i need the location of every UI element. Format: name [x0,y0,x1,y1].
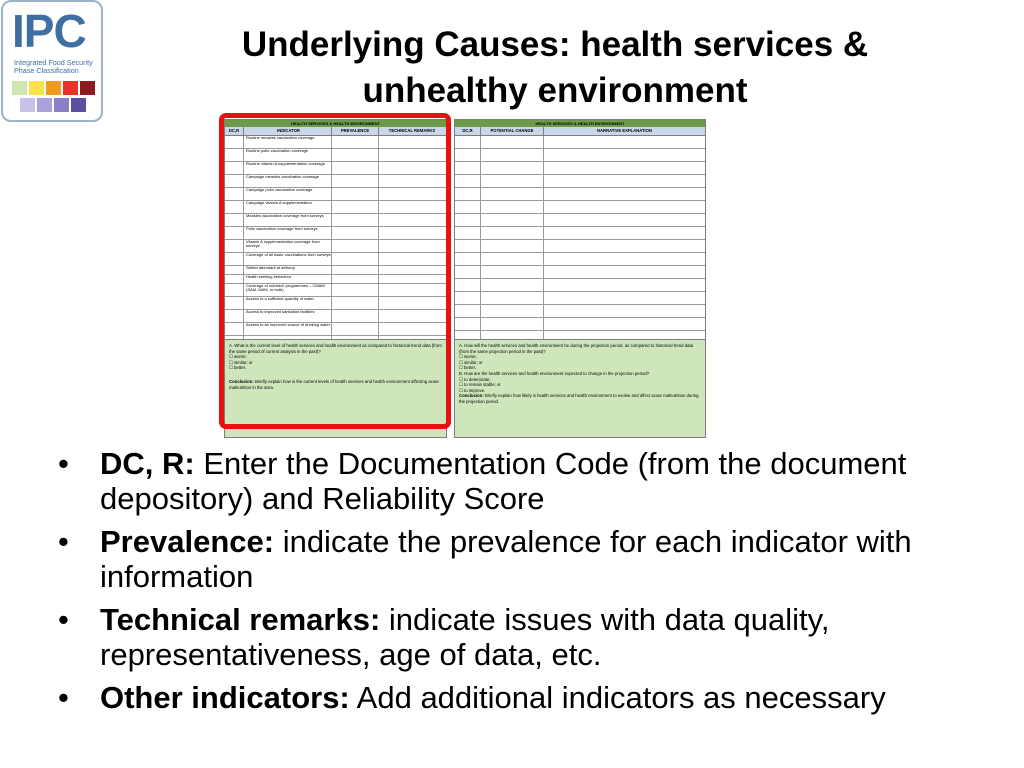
option: ☐ similar; or [459,359,483,365]
color-swatch [37,98,52,112]
question-b: B. How are the health services and health environment expected to change in the projection period? [459,370,650,376]
header-dcr: DC,R [225,127,244,135]
indicator-label: Coverage of outreach programmes – CMAM (SAM, MAM, or both) [244,284,332,296]
bullet-term: Other indicators: [100,680,350,715]
bullet-term: DC, R: [100,446,195,481]
option: ☐ similar; or [229,359,253,365]
bullet-item [56,446,986,516]
header-potential-change: POTENTIAL CHANGE [481,127,544,135]
indicator-label: Access to an improved source of drinking water [244,323,332,335]
color-swatch [12,81,27,95]
conclusion: Conclusion: Briefly explain how likely is health services and health environment to evolve and affect acute malnutrition during the projection period. [459,393,699,404]
conclusion: Conclusion: Briefly explain how is the current levels of health services and health environment affecting acute malnutrition in the area. [229,378,439,390]
empty-row [455,305,705,318]
bullet-term: Prevalence: [100,524,275,559]
bullet-text: Add additional indicators as necessary [356,680,886,715]
empty-row [455,188,705,201]
form-header-row [455,127,705,136]
indicator-label: Vitamin A supplementation coverage from surveys [244,240,332,252]
color-swatch [46,81,61,95]
option: ☐ better. [459,365,476,371]
empty-row [455,240,705,253]
indicator-label: Campaign measles vaccination coverage [244,175,332,187]
option: ☐ worse; [229,354,247,360]
header-dcr: DC,R [455,127,481,135]
color-swatch [80,81,95,95]
indicator-label: Skilled attendant at delivery [244,266,332,274]
bullet-text: indicate issues with data quality, representativeness, age of data, etc. [100,602,830,672]
logo-name: IPC [12,5,86,57]
option: ☐ to remain stable; or [459,382,501,388]
color-swatch [54,98,69,112]
projection-analysis-form [454,119,706,438]
logo-subtitle [14,59,102,75]
empty-row [455,318,705,331]
color-swatch [29,81,44,95]
logo-subtitle-line: Phase Classification [14,66,79,76]
bullet-item [56,602,986,672]
ipc-logo [1,0,103,122]
slide-title: Underlying Causes: health services & unhealthy environment [241,25,869,110]
empty-row [455,149,705,162]
bullet-item [56,680,986,715]
color-swatch [63,81,78,95]
empty-row [455,136,705,149]
empty-row [455,175,705,188]
header-indicator: INDICATOR [244,127,332,135]
indicator-label: Access to improved sanitation facilities [244,310,332,322]
option: ☐ to improve. [459,387,486,393]
indicator-label: Routine vitamin A supplementation coverage [244,162,332,174]
indicator-label: Routine polio vaccination coverage [244,149,332,161]
indicator-label: Campaign vitamin A supplementation [244,201,332,213]
empty-row [455,279,705,292]
color-swatch [71,98,86,112]
empty-row [455,227,705,240]
bullet-term: Technical remarks: [100,602,381,637]
option: ☐ worse; [459,354,477,360]
empty-row [455,201,705,214]
bullet-text: indicate the prevalence for each indicator with information [100,524,912,594]
option: ☐ better. [229,365,246,371]
indicator-label: Coverage of all basic vaccinations from surveys [244,253,332,265]
projection-analysis-box [455,339,705,437]
change-rows [455,136,705,344]
empty-row [455,253,705,266]
header-technical-remarks: TECHNICAL REMARKS [388,128,436,133]
bullet-list [56,446,986,723]
logo-subtitle-line: Integrated Food Security [14,58,93,67]
indicator-label: Measles vaccination coverage from surveys [244,214,332,226]
indicator-label: Campaign polio vaccination coverage [244,188,332,200]
question-a: A. How will the health services and health environment be during the projection period, as compared to historical trend data (from the same projection period in the past)? [459,343,694,354]
header-prevalence: PREVALENCE [332,127,379,135]
option: ☐ to deteriorate; [459,376,491,382]
header-narrative-explanation: NARRATIVE EXPLANATION [597,128,652,133]
bullet-text: Enter the Documentation Code (from the document depository) and Reliability Score [100,446,907,516]
question-a: A. What is the current level of health services and health environment as compared to historical trend data (from the same period of current analysis in the past)? [229,343,442,354]
form-title: HEALTH SERVICES & HEALTH ENVIRONMENT [225,120,446,127]
empty-row [455,266,705,279]
highlight-box [219,113,451,429]
bullet-item [56,524,986,594]
form-title: HEALTH SERVICES & HEALTH ENVIRONMENT [455,120,705,127]
empty-row [455,292,705,305]
indicator-label: Polio vaccination coverage from surveys [244,227,332,239]
indicator-label: Health seeking behaviour [244,275,332,283]
empty-row [455,214,705,227]
empty-row [455,162,705,175]
color-swatch [20,98,35,112]
indicator-label: Access to a sufficient quantity of water [244,297,332,309]
indicator-label: Routine measles vaccination coverage [244,136,332,148]
